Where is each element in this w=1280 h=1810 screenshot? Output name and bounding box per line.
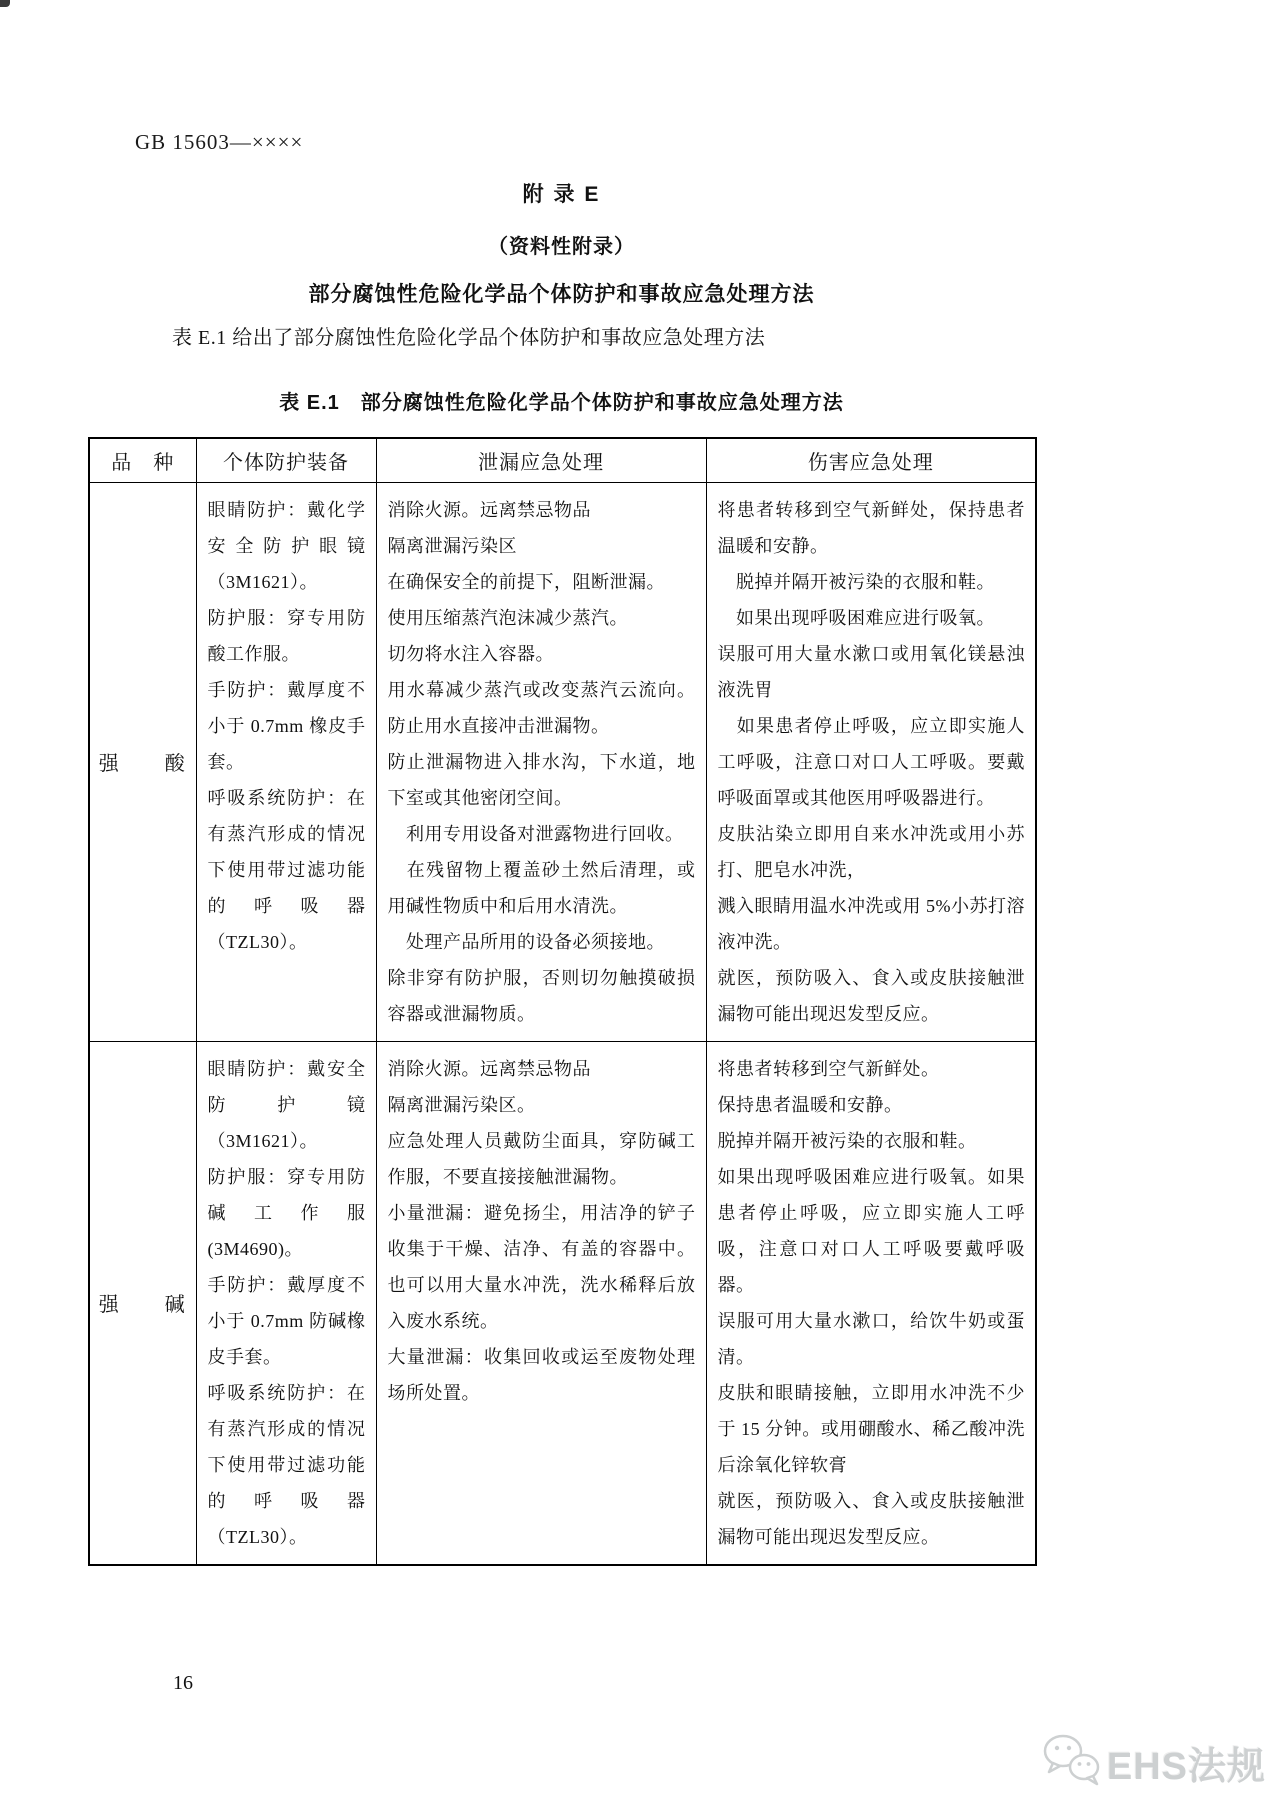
cell-paragraph: 处理产品所用的设备必须接地。 [387, 931, 665, 952]
cell-paragraph: 切勿将水注入容器。 [387, 643, 554, 664]
cell-paragraph: 大量泄漏：收集回收或运至废物处理场所处置。 [387, 1346, 696, 1403]
category-cell: 强 酸 [89, 482, 196, 1041]
appendix-title: 附 录 E [522, 183, 601, 206]
cell-paragraph: 皮肤和眼睛接触，立即用水冲洗不少于 15 分钟。或用硼酸水、稀乙酸冲洗后涂氧化锌软膏 [717, 1382, 1025, 1475]
cell-paragraph: 小量泄漏：避免扬尘，用洁净的铲子收集于干燥、洁净、有盖的容器中。也可以用大量水冲洗，洗水稀释后放入废水系统。 [387, 1202, 696, 1331]
cell-paragraph: 在确保安全的前提下，阻断泄漏。 [387, 571, 665, 592]
table-e1 [88, 437, 1037, 1566]
appendix-subtitle: （资料性附录） [488, 236, 635, 258]
cell-paragraph: 如果患者停止呼吸，应立即实施人工呼吸，注意口对口人工呼吸。要戴呼吸面罩或其他医用呼吸器进行。 [717, 715, 1025, 808]
protection-cell [196, 482, 376, 1041]
leak-response-cell [376, 482, 706, 1041]
wechat-icon [1041, 1732, 1103, 1793]
table-caption: 表 E.1 部分腐蚀性危险化学品个体防护和事故应急处理方法 [279, 392, 844, 414]
cell-paragraph: 应急处理人员戴防尘面具，穿防碱工作服，不要直接接触泄漏物。 [387, 1130, 696, 1187]
cell-paragraph: 误服可用大量水漱口，给饮牛奶或蛋清。 [717, 1310, 1025, 1367]
cell-paragraph: 保持患者温暖和安静。 [717, 1094, 903, 1115]
cell-paragraph: 在残留物上覆盖砂土然后清理，或用碱性物质中和后用水清洗。 [387, 859, 696, 916]
cell-paragraph: 就医，预防吸入、食入或皮肤接触泄漏物可能出现迟发型反应。 [717, 1490, 1025, 1547]
cell-paragraph: 眼睛防护：戴安全防护镜（3M1621）。 [207, 1058, 366, 1151]
scan-artifact [0, 0, 10, 7]
table-row-strong-alkali [89, 1041, 1036, 1565]
cell-paragraph: 除非穿有防护服，否则切勿触摸破损容器或泄漏物质。 [387, 967, 696, 1024]
cell-paragraph: 防止泄漏物进入排水沟，下水道，地下室或其他密闭空间。 [387, 751, 696, 808]
col-header-leak-response: 泄漏应急处理 [376, 438, 706, 482]
cell-paragraph: 用水幕减少蒸汽或改变蒸汽云流向。防止用水直接冲击泄漏物。 [387, 679, 696, 736]
cell-paragraph: 如果出现呼吸困难应进行吸氧。 [717, 607, 995, 628]
leak-response-cell [376, 1041, 706, 1565]
injury-response-cell [706, 1041, 1036, 1565]
doc-number: GB 15603—×××× [135, 130, 304, 154]
cell-paragraph: 消除火源。远离禁忌物品 [387, 1058, 591, 1079]
intro-paragraph: 表 E.1 给出了部分腐蚀性危险化学品个体防护和事故应急处理方法 [172, 327, 766, 349]
cell-paragraph: 手防护：戴厚度不小于 0.7mm 防碱橡皮手套。 [207, 1274, 366, 1367]
cell-paragraph: 眼睛防护：戴化学安全防护眼镜（3M1621）。 [207, 499, 366, 592]
page-number: 16 [173, 1672, 193, 1694]
cell-paragraph: 呼吸系统防护：在有蒸汽形成的情况下使用带过滤功能的呼吸器（TZL30）。 [207, 1382, 366, 1547]
page-content [88, 168, 1035, 1566]
cell-paragraph: 误服可用大量水漱口或用氧化镁悬浊液洗胃 [717, 643, 1025, 700]
cell-paragraph: 消除火源。远离禁忌物品 [387, 499, 591, 520]
watermark [1041, 1732, 1266, 1792]
cell-paragraph: 使用压缩蒸汽泡沫减少蒸汽。 [387, 607, 628, 628]
protection-cell [196, 1041, 376, 1565]
watermark-label: EHS法规 [1106, 1745, 1266, 1788]
category-cell: 强 碱 [89, 1041, 196, 1565]
col-header-category: 品 种 [89, 438, 196, 482]
cell-paragraph: 将患者转移到空气新鲜处，保持患者温暖和安静。 [717, 499, 1025, 556]
cell-paragraph: 脱掉并隔开被污染的衣服和鞋。 [717, 1130, 977, 1151]
cell-paragraph: 如果出现呼吸困难应进行吸氧。如果患者停止呼吸，应立即实施人工呼吸，注意口对口人工呼吸要戴呼吸器。 [717, 1166, 1025, 1295]
table-header-row [89, 438, 1036, 482]
col-header-protection: 个体防护装备 [196, 438, 376, 482]
cell-paragraph: 脱掉并隔开被污染的衣服和鞋。 [717, 571, 995, 592]
cell-paragraph: 隔离泄漏污染区。 [387, 1094, 536, 1115]
cell-paragraph: 防护服：穿专用防酸工作服。 [207, 607, 366, 664]
injury-response-cell [706, 482, 1036, 1041]
cell-paragraph: 就医，预防吸入、食入或皮肤接触泄漏物可能出现迟发型反应。 [717, 967, 1025, 1024]
table-row-strong-acid [89, 482, 1036, 1041]
cell-paragraph: 将患者转移到空气新鲜处。 [717, 1058, 940, 1079]
cell-paragraph: 溅入眼睛用温水冲洗或用 5%小苏打溶液冲洗。 [717, 895, 1025, 952]
cell-paragraph: 防护服：穿专用防碱工作服(3M4690)。 [207, 1166, 366, 1259]
cell-paragraph: 呼吸系统防护：在有蒸汽形成的情况下使用带过滤功能的呼吸器（TZL30）。 [207, 787, 366, 952]
cell-paragraph: 手防护：戴厚度不小于 0.7mm 橡皮手套。 [207, 679, 366, 772]
appendix-heading: 部分腐蚀性危险化学品个体防护和事故应急处理方法 [308, 283, 815, 306]
cell-paragraph: 皮肤沾染立即用自来水冲洗或用小苏打、肥皂水冲洗， [717, 823, 1025, 880]
col-header-injury-response: 伤害应急处理 [706, 438, 1036, 482]
cell-paragraph: 隔离泄漏污染区 [387, 535, 517, 556]
cell-paragraph: 利用专用设备对泄露物进行回收。 [387, 823, 684, 844]
